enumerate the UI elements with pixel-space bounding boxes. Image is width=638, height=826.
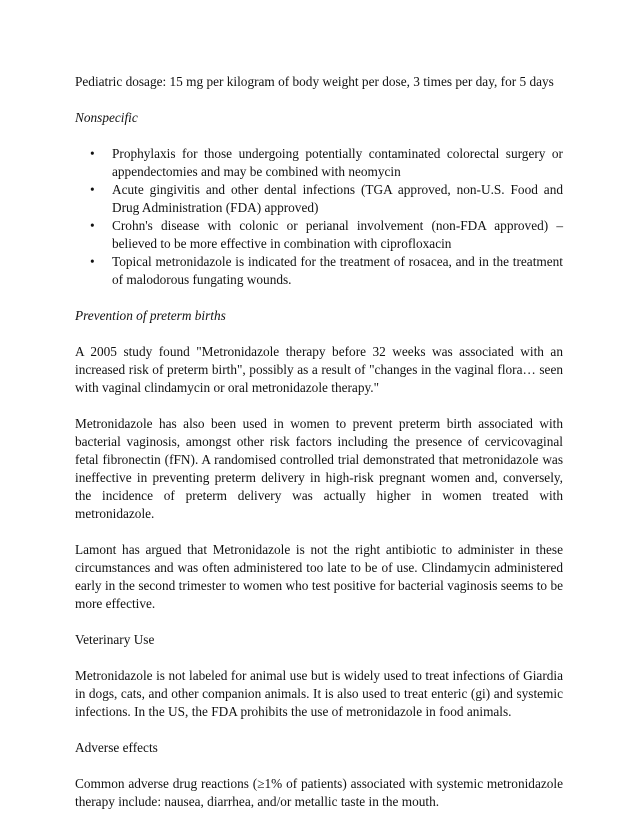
list-item: • Prophylaxis for those undergoing potentially contaminated colorectal surgery or appendectomies and may be combined with neomycin (112, 145, 563, 181)
list-item: • Acute gingivitis and other dental infections (TGA approved, non-U.S. Food and Drug Administration (FDA) approved) (112, 181, 563, 217)
nonspecific-list (75, 145, 563, 289)
veterinary-heading: Veterinary Use (75, 632, 155, 647)
preterm-paragraph-1: A 2005 study found "Metronidazole therapy before 32 weeks was associated with an increased risk of preterm birth", possibly as a result of "changes in the vaginal flora… seen with vaginal clindamycin or oral metronidazole therapy." (75, 344, 563, 395)
preterm-paragraph-2: Metronidazole has also been used in women to prevent preterm birth associated with bacterial vaginosis, amongst other risk factors including the presence of cervicovaginal fetal fibronectin (fFN). A randomised controlled trial demonstrated that metronidazole was ineffective in preventing preterm delivery in high-risk pregnant women and, conversely, the incidence of preterm delivery was actually higher in women treated with metronidazole. (75, 416, 563, 521)
nonspecific-heading: Nonspecific (75, 110, 138, 125)
adverse-paragraph: Common adverse drug reactions (≥1% of patients) associated with systemic metronidazole therapy include: nausea, diarrhea, and/or metallic taste in the mouth. (75, 776, 563, 809)
list-item: • Crohn's disease with colonic or perianal involvement (non-FDA approved) – believed to be more effective in combination with ciprofloxacin (112, 217, 563, 253)
dosage-paragraph: Pediatric dosage: 15 mg per kilogram of body weight per dose, 3 times per day, for 5 days (75, 74, 554, 89)
adverse-heading: Adverse effects (75, 740, 158, 755)
list-item: • Topical metronidazole is indicated for the treatment of rosacea, and in the treatment of malodorous fungating wounds. (112, 253, 563, 289)
preterm-paragraph-3: Lamont has argued that Metronidazole is not the right antibiotic to administer in these circumstances and was often administered too late to be of use. Clindamycin administered early in the second trimester to women who test positive for bacterial vaginosis seems to be more effective. (75, 542, 563, 611)
preterm-heading: Prevention of preterm births (75, 308, 226, 323)
veterinary-paragraph: Metronidazole is not labeled for animal use but is widely used to treat infections of Giardia in dogs, cats, and other companion animals. It is also used to treat enteric (gi) and systemic infections. In the US, the FDA prohibits the use of metronidazole in food animals. (75, 668, 563, 719)
